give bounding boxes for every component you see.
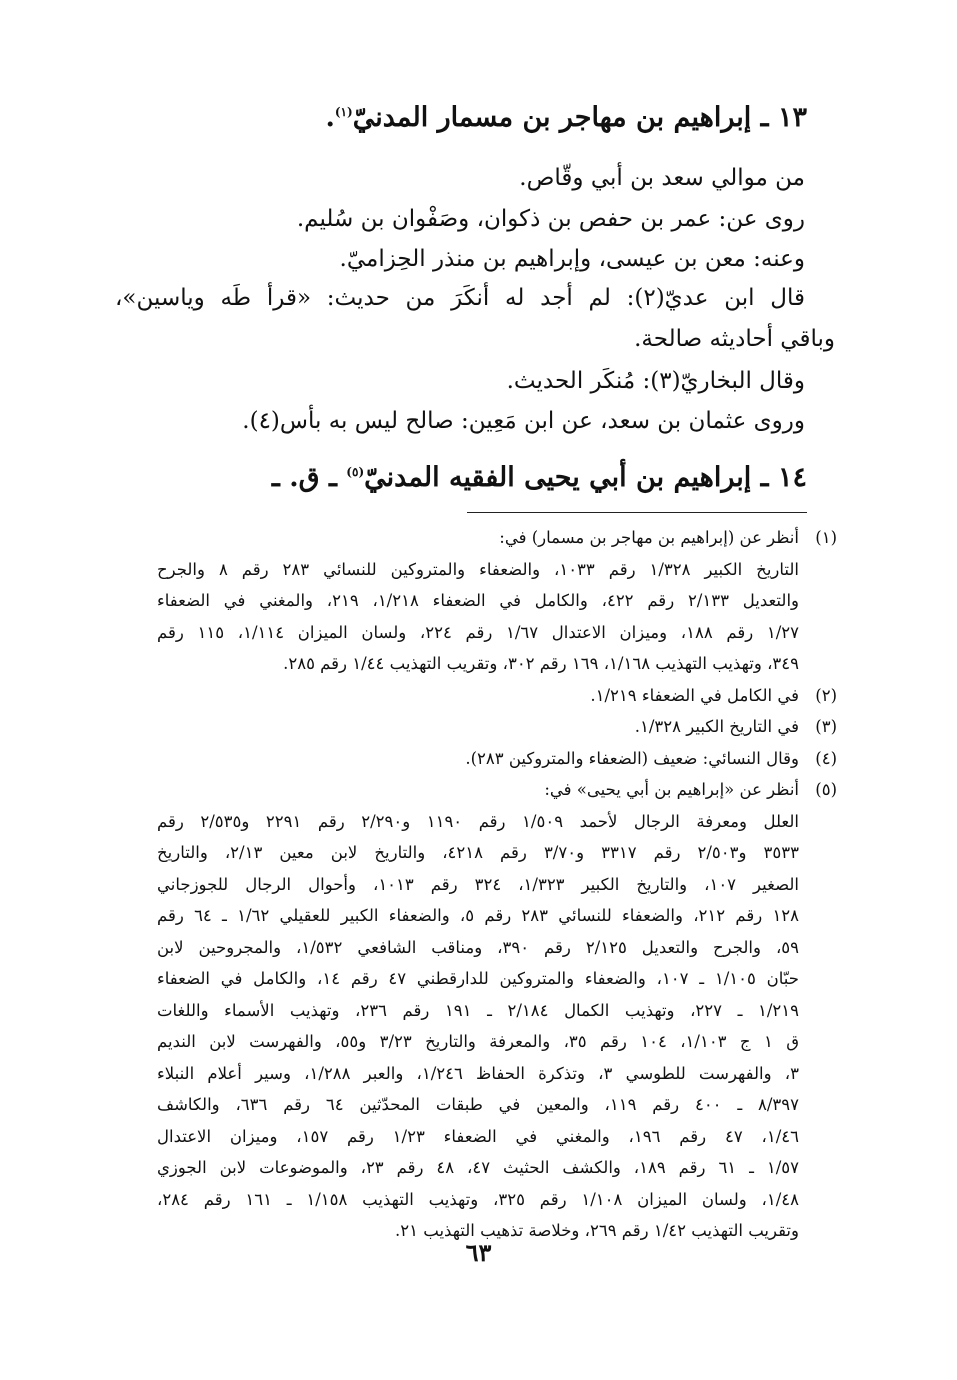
footnote-divider bbox=[467, 512, 807, 513]
footnote-line: ٣٤٩، وتهذيب التهذيب ١/١٦٨، ١٦٩ رقم ٣٠٢، وتقريب التهذيب ١/٤٤ رقم ٢٨٥. bbox=[283, 654, 799, 673]
footnote-number: (٣) bbox=[815, 717, 837, 736]
entry-14-title: ١٤ ـ إبراهيم بن أبي يحيى الفقيه المدنيّ bbox=[364, 462, 807, 493]
entry-13-line-7: وروى عثمان بن سعد، عن ابن مَعِين: صالح ليس به بأس(٤). bbox=[242, 408, 805, 434]
footnote-line: حبّان ١/١٠٥ ـ ١٠٧، والضعفاء والمتروكين للدارقطني ٤٧ رقم ١٤، والكامل في الضعفاء bbox=[157, 969, 799, 988]
page-number: ٦٣ bbox=[465, 1238, 492, 1267]
footnote-ref-5: (٥) bbox=[346, 465, 365, 479]
footnote-line: ٣، والفهرست للطوسي ٣، وتذكرة الحفاظ ١/٢٤٦، والعبر ١/٢٨٨، وسير أعلام النبلاء bbox=[157, 1063, 799, 1083]
footnote-line: ١٢٨ رقم ٢١٢، والضعفاء للنسائي ٢٨٣ رقم ٥، والضعفاء الكبير للعقيلي ١/٦٢ ـ ٦٤ رقم bbox=[157, 906, 799, 925]
entry-13-line-3: وعنه: معن بن عيسى، وإبراهيم بن منذر الحِزاميّ. bbox=[339, 246, 805, 272]
footnote-number: (٥) bbox=[815, 780, 837, 799]
footnote-line: في التاريخ الكبير ١/٣٢٨. bbox=[634, 717, 799, 736]
footnote-line: وتقريب التهذيب ١/٤٢ رقم ٢٦٩، وخلاصة تذهيب التهذيب ٢١. bbox=[395, 1221, 799, 1240]
footnote-line: ٣٥٣٣ و٢/٥٠٣ رقم ٣٣١٧ و٣/٧٠ رقم ٤٢١٨، والتاريخ لابن معين ٢/١٣، والتاريخ bbox=[157, 843, 799, 862]
footnotes bbox=[157, 522, 837, 1247]
footnote-line: الصغير ١٠٧، والتاريخ الكبير ١/٣٢٣، ٣٢٤ رقم ١٠١٣، وأحوال الرجال للجوزجاني bbox=[157, 874, 799, 894]
footnote-line: ١/٢١٩ ـ ٢٢٧، وتهذيب الكمال ٢/١٨٤ ـ ١٩١ رقم ٢٣٦، وتهذيب الأسماء واللغات bbox=[157, 1000, 799, 1020]
entry-13-title: ١٣ ـ إبراهيم بن مهاجر بن مسمار المدنيّ bbox=[352, 102, 807, 133]
footnote-text bbox=[157, 774, 799, 1247]
footnote-3 bbox=[157, 711, 837, 743]
footnote-5 bbox=[157, 774, 837, 1247]
entry-13-line-6: وقال البخاريّ(٣): مُنكَر الحديث. bbox=[506, 368, 805, 394]
entry-13-line-5: وباقي أحاديثه صالحة. bbox=[634, 326, 835, 352]
footnote-line: التاريخ الكبير ١/٣٢٨ رقم ١٠٣٣، والضعفاء والمتروكين للنسائي ٢٨٣ رقم ٨ والجرح bbox=[157, 559, 799, 579]
footnote-number: (٤) bbox=[815, 748, 837, 768]
entry-14-suffix: ـ ق. ـ bbox=[271, 462, 347, 493]
footnote-text bbox=[157, 680, 799, 712]
footnote-text bbox=[157, 522, 799, 680]
footnote-line: ١/٤٦، ٤٧ رقم ١٩٦، والمغني في الضعفاء ١/٢٣ رقم ١٥٧، وميزان الاعتدال bbox=[157, 1126, 799, 1146]
footnote-line: ١/٥٧ ـ ٦١ رقم ١٨٩، والكشف الحثيث ٤٧، ٤٨ رقم ٢٣، والموضوعات لابن الجوزي bbox=[157, 1158, 799, 1177]
footnote-4 bbox=[157, 743, 837, 775]
footnote-line: أنظر عن (إبراهيم بن مهاجر بن مسمار) في: bbox=[499, 528, 799, 547]
footnote-line: العلل ومعرفة الرجال لأحمد ١/٥٠٩ رقم ١١٩٠ و٢/٢٩٠ رقم ٢٢٩١ و٢/٥٣٥ رقم bbox=[157, 811, 799, 831]
footnote-line: ١/٢٧ رقم ١٨٨، وميزان الاعتدال ١/٦٧ رقم ٢٢٤، ولسان الميزان ١/١١٤، ١١٥ رقم bbox=[157, 622, 799, 642]
entry-13-line-2: روى عن: عمر بن حفص بن ذكوان، وصَفْوان بن سُليم. bbox=[296, 206, 805, 232]
footnote-line: ٨/٣٩٧ ـ ٤٠٠ رقم ١١٩، والمعين في طبقات المحدّثين ٦٤ رقم ٦٣٦، والكاشف bbox=[157, 1095, 799, 1114]
footnote-ref-1: (١) bbox=[334, 105, 353, 119]
footnote-text bbox=[157, 711, 799, 743]
footnote-line: أنظر عن «إبراهيم بن أبي يحيى» في: bbox=[544, 780, 799, 799]
footnote-line: في الكامل في الضعفاء ١/٢١٩. bbox=[590, 685, 799, 705]
footnote-line: والتعديل ٢/١٣٣ رقم ٤٢٢، والكامل في الضعفاء ١/٢١٨، ٢١٩، والمغني في الضعفاء bbox=[157, 591, 799, 610]
footnote-line: وقال النسائي: ضعيف (الضعفاء والمتروكين ٢٨٣). bbox=[465, 748, 799, 768]
footnote-line: ق ١ ج ١/١٠٣، ١٠٤ رقم ٣٥، والمعرفة والتاريخ ٣/٢٣ و٥٥، والفهرست لابن النديم bbox=[157, 1032, 799, 1051]
footnote-1 bbox=[157, 522, 837, 680]
footnote-line: ٥٩، والجرح والتعديل ٢/١٢٥ رقم ٣٩٠، ومناقب الشافعي ١/٥٣٢، والمجروحين لابن bbox=[157, 937, 799, 957]
footnote-2 bbox=[157, 680, 837, 712]
footnote-number: (١) bbox=[815, 528, 837, 547]
entry-13-line-4: قال ابن عديّ(٢): لم أجد له أنكَرَ من حديث: «قرأ طَه وياسين»، bbox=[115, 285, 805, 311]
footnote-text bbox=[157, 743, 799, 775]
footnote-line: ١/٤٨، ولسان الميزان ١/١٠٨ رقم ٣٢٥، وتهذيب التهذيب ١/١٥٨ ـ ١٦١ رقم ٢٨٤، bbox=[157, 1189, 799, 1209]
footnote-number: (٢) bbox=[815, 685, 837, 705]
entry-14-heading bbox=[272, 460, 807, 496]
entry-13-heading: ١٣ ـ إبراهيم بن مهاجر بن مسمار المدنيّ$^{(١)}$. bbox=[325, 102, 807, 133]
entry-13-line-1: من موالي سعد بن أبي وقّاص. bbox=[519, 165, 805, 191]
